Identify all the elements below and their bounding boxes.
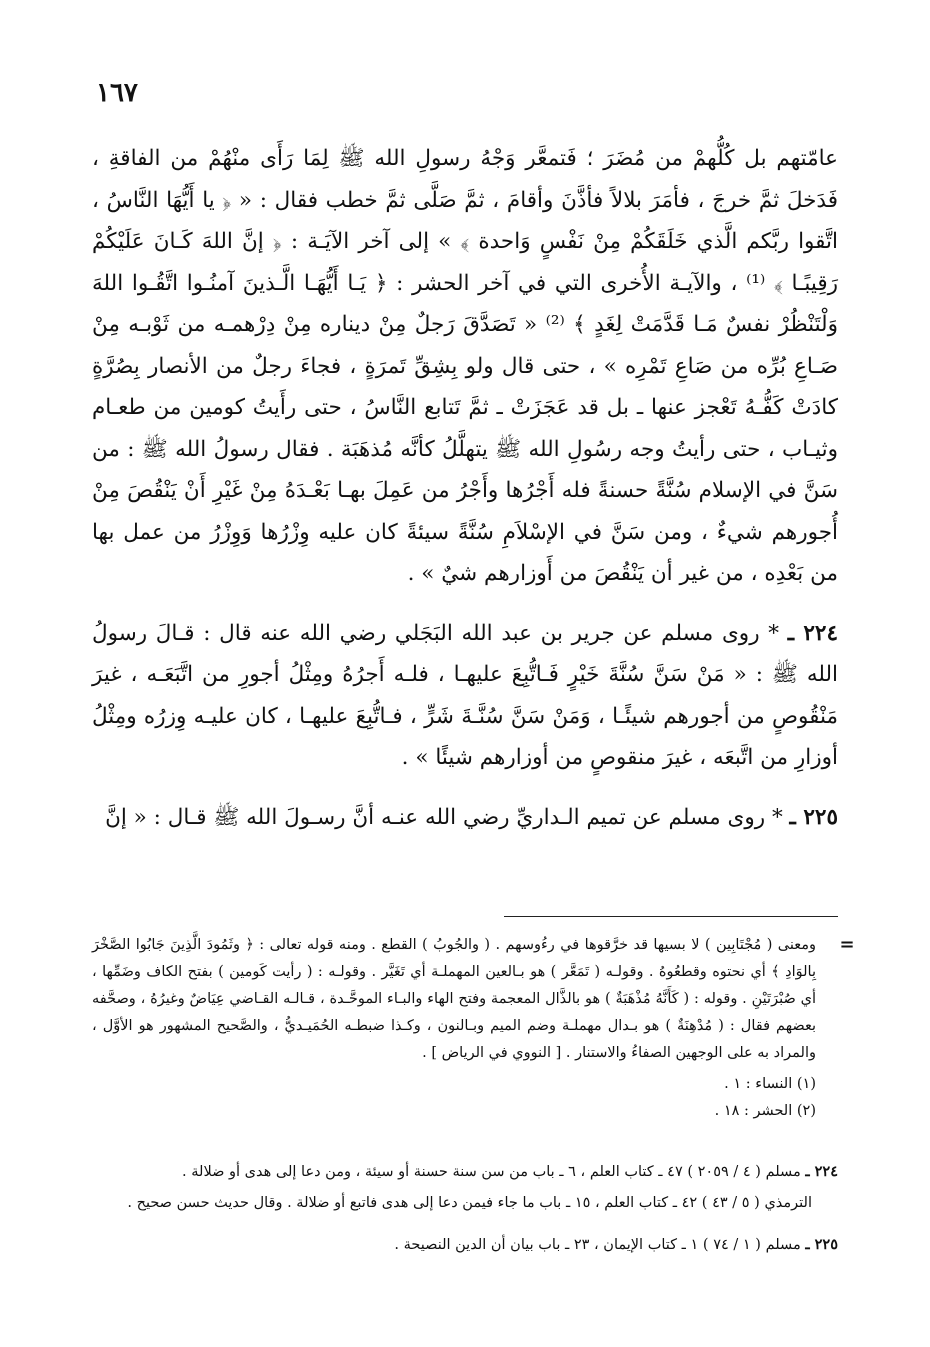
- paragraph-223-continuation: [92, 138, 838, 595]
- paragraph-text: * روى مسلم عن تميم الـداريِّ رضي الله عنـه أنَّ رسـولَ الله ﷺ قـال : « إنَّ: [105, 804, 783, 830]
- footnote-1: (١) النساء : ١ .: [724, 1076, 816, 1092]
- reference-225: [92, 1229, 838, 1261]
- reference-224-line-1: [92, 1156, 838, 1188]
- gloss-note: ومعنى ( مُجْتَابِين ) لا بسيها قد خرَّقوها في رءُوسهم . ( والجُوبُ ) القطع . ومنه قوله تعالى : ﴿ وثَمُودَ الَّذِينَ جَابُوا الصَّخْرَ بِالوَادِ ﴾ أي نحتوه وقطعُوهُ . وقولـه ( تَمَعَّر ) هو بـالعين المهملـة أي تَغَيَّر . وقولـه : ( رأيت كَومين ) بفتح الكاف وضَمِّها ، أي صُبْرَتَيْنِ . وقوله : ( كَأَنَّهُ مُذْهَبَةٌ ) هو بالذَّال المعجمة وفتح الهاء والبـاء الموحَّـدة ، قـالـه القـاضي عِيَاضٌ وغيرُهُ ، وصحَّفه بعضهم فقال : ( مُدْهِنَةٌ ) هو بـدال مهملـة وضم الميم وبـالنون ، وكـذا ضبطـه الحُمَيـديُّ ، والصَّحيح المشهور هو الأوَّل ، والمراد به على الوجهين الصفاءُ والاستنار . [ النووي في الرياض ] .: [92, 937, 816, 1061]
- paragraph-225: [92, 797, 838, 839]
- footnote-separator: [504, 916, 838, 917]
- page-number: ١٦٧: [96, 78, 138, 108]
- main-text: [92, 138, 838, 838]
- footnotes: [92, 932, 816, 1125]
- footnote-continuation-marker: =: [839, 934, 855, 955]
- reference-text: مسلم ( ٤ / ٢٠٥٩ ) ٤٧ ـ كتاب العلم ، ٦ ـ باب من سن سنة حسنة أو سيئة ، ومن دعا إلى هدى أو ضلالة .: [182, 1164, 801, 1180]
- footnote-2: (٢) الحشر : ١٨ .: [714, 1103, 816, 1119]
- reference-number: ٢٢٥ ـ: [805, 1236, 838, 1253]
- paragraph-text: عامّتهم بل كُلُّهمْ من مُضَرَ ؛ فَتمعَّر وَجْهُ رسولِ الله ﷺ لِمَا رَأَى منْهُمْ من الفاقةِ ، فَدَخلَ ثمَّ خرجَ ، فأمَرَ بلالاً فأذَّنَ وأقامَ ، ثمَّ صَلَّى ثمَّ خطب فقال : « ﴿ يا أَيُّهَا النَّاسُ ، اتَّقوا ربَّكم الَّذي خَلَقَكُمْ مِنْ نَفْسٍ وَاحدة ﴾ » إلى آخر الآيَـة : ﴿ إنَّ اللهَ كَـانَ عَلَيْكُمْ رَقِيبًـا ﴾ ⁽¹⁾ ، والآيـة الأُخرى التي في آخر الحشر : ﴿ يَـا أَيُّهَـا الَّـذينَ آمنُـوا اتَّقُـوا اللهَ وَلْتَنْظُرْ نفسٌ مَـا قَدَّمَتْ لِغَدٍ ﴾ ⁽²⁾ « تَصَدَّقَ رَجلٌ مِنْ ديناره مِنْ دِرْهمـه من ثَوْبـه مِنْ صَـاعِ بُرِّه من صَاعِ تَمْرِه » ، حتى قال ولو بِشِقِّ تَمرَةٍ ، فجاءَ رجلٌ من الأنصار بِصُرَّةٍ كادَتْ كَفُّـهُ تَعْجز عنها ـ بل قد عَجَزَتْ ـ ثمَّ تَتابع النَّاسُ ، حتى رأَيتُ كومين من طعـام وثيـاب ، حتى رأيتُ وجه رسُولِ الله ﷺ يتهلَّلُ كأنَّه مُذهَبَة . فقال رسولُ الله ﷺ : من سَنَّ في الإسلام سُنَّةً حسنةً فله أَجْرُها وأَجْرُ من عَمِلَ بهـا بَعْـدَهُ مِنْ غَيْرِ أَنْ يَنْقُصَ مِنْ أُجورهم شيءٌ ، ومن سَنَّ في الإسْلاَمِ سُنَّةً سيئةً كان عليه وِزْرُها وَوِزْرُ من عمل بها من بَعْدِه ، من غير أن يَنْقُصَ من أَوزارهم شيٌ » .: [92, 146, 839, 586]
- references: [92, 1156, 838, 1261]
- reference-text: مسلم ( ١ / ٧٤ ) ١ ـ كتاب الإيمان ، ٢٣ ـ باب بيان أن الدين النصيحة .: [394, 1237, 801, 1253]
- hadith-number: ٢٢٤ ـ: [787, 620, 838, 646]
- paragraph-224: [92, 613, 838, 779]
- reference-number: ٢٢٤ ـ: [805, 1163, 838, 1180]
- hadith-number: ٢٢٥ ـ: [789, 804, 838, 830]
- reference-224-line-2: الترمذي ( ٥ / ٤٣ ) ٤٢ ـ كتاب العلم ، ١٥ ـ باب ما جاء فيمن دعا إلى هدى فاتبع أو ضلالة . وقال حديث حسن صحيح .: [127, 1195, 812, 1211]
- paragraph-text: * روى مسلم عن جرير بن عبد الله البَجَلي رضي الله عنه قال : قـالَ رسولُ الله ﷺ : « مَنْ سَنَّ سُنَّةَ خَيْرٍ فَـاتُّبِعَ عليهـا ، فلـه أَجرُهُ ومِثْلُ أجورِ من اتَّبَعَـه ، غيرَ مَنْقُوصٍ من أجورهم شيئًـا ، وَمَنْ سَنَّ سُنَّـةَ شَرٍّ ، فـاتُّبِعَ عليهـا ، كان عليـه وِزرُه ومِثْلُ أوزارِ من اتَّبعَه ، غيرَ منقوصٍ من أوزارهم شيئًا » .: [92, 620, 838, 770]
